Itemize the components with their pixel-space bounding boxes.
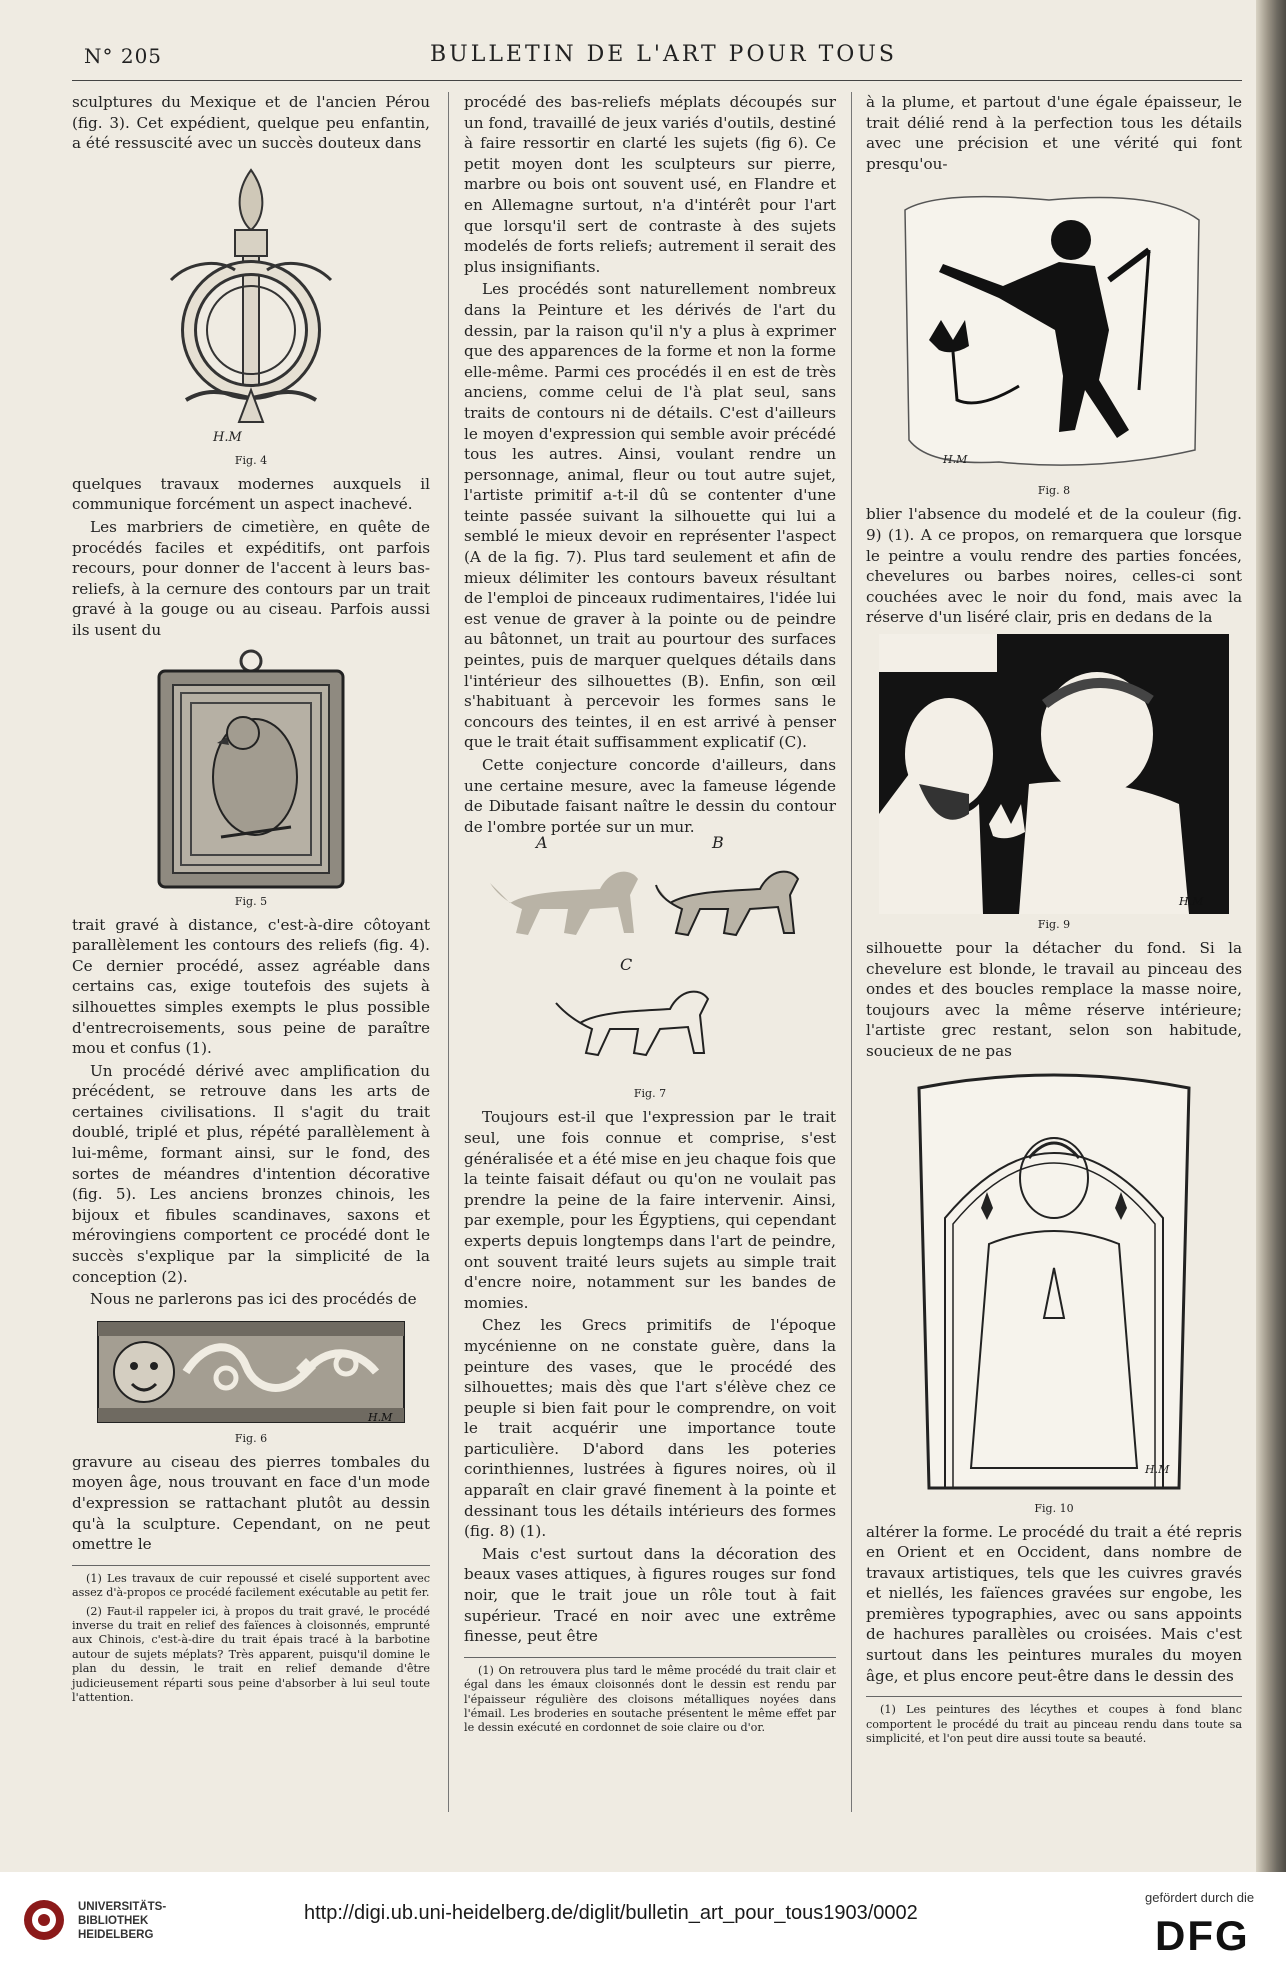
figure-9 xyxy=(879,634,1229,914)
paragraph: Nous ne parlerons pas ici des procédés de xyxy=(90,1290,417,1309)
paragraph: altérer la forme. Le procédé du trait a été repris en Orient et en Occident, dans nombre de travaux artistiques, tels que les cuivres gravés et niellés, les faïences gravées sur engobe, les premières typographies, avec ou sans appoints de hachures parallèles ou croisées. Mais c'est surtout dans les peintures murales du moyen âge, et plus encore peut-être dans le dessin des xyxy=(866,1522,1242,1685)
page-edge xyxy=(1256,0,1286,1872)
footnote: (2) Faut-il rappeler ici, à propos du trait gravé, le procédé inverse du trait en relief des faïences à cloisonnés, emprunté aux Chinois, c'est-à-dire du trait épais tracé à la barbotine autour de sujets méplats? Très apparent, puisqu'il domine le plan du dessin, le trait en relief demande d'être judicieusement réparti sous peine d'absorber à lui seul toute l'attention. xyxy=(72,1604,430,1705)
digitization-footer xyxy=(0,1872,1286,1970)
library-name-line: UNIVERSITÄTS- xyxy=(78,1901,167,1913)
figure-6 xyxy=(96,1316,406,1428)
three-felines-illustration xyxy=(480,843,820,1083)
figure-label-a: A xyxy=(536,833,548,853)
paragraph: trait gravé à distance, c'est-à-dire côtoyant parallèlement les contours des reliefs (fig. 4). Ce dernier procédé, assez agréable dans certains cas, exige toutefois des sujets à silhouettes simples exempts le plus possible d'entrecroisements, sous peine de paraître mou et confus (1). xyxy=(72,915,430,1058)
page-number: N° 205 xyxy=(84,44,163,68)
artist-monogram: H.M xyxy=(1145,1462,1170,1476)
library-name xyxy=(78,1900,166,1942)
university-seal-icon xyxy=(20,1898,68,1942)
dfg-logo: DFG xyxy=(1155,1912,1250,1959)
paragraph: sculptures du Mexique et de l'ancien Pérou (fig. 3). Cet expédient, quelque peu enfantin, a été ressuscité avec un succès douteux dans xyxy=(72,93,430,153)
figure-8 xyxy=(899,180,1209,480)
figure-4 xyxy=(151,160,351,450)
figure-caption: Fig. 10 xyxy=(1034,1501,1074,1515)
paragraph: Un procédé dérivé avec amplification du précédent, se retrouve dans les arts de certaines civilisations. Il s'agit du trait doublé, triplé et plus, répété parallèlement à lui-même, formant ainsi, sur le fond, des sortes de méandres d'intention décorative (fig. 5). Les anciens bronzes chinois, les bijoux et fibules scandinaves, saxons et mérovingiens comportent ce procédé dont le succès s'explique par la simplicité de la conception (2). xyxy=(72,1061,430,1286)
column-divider xyxy=(448,92,449,1812)
column-1 xyxy=(72,92,430,1709)
figure-caption: Fig. 9 xyxy=(1037,917,1071,931)
paragraph: Chez les Grecs primitifs de l'époque mycénienne on ne constate guère, dans la peinture des vases, que le procédé des silhouettes; mais dès que l'art s'élève chez ce peuple si bien fait pour le comprendre, on voit le trait acquérir une importance toute particulière. D'abord dans les poteries corinthiennes, lustrées à figures noires, où il apparaît en clair gravé finement à la pointe et dessinant tous les détails intérieurs des formes (fig. 8) (1). xyxy=(464,1316,836,1541)
figure-7 xyxy=(480,833,820,1083)
bird-plaque-illustration xyxy=(151,647,351,891)
carved-frieze-illustration xyxy=(96,1316,406,1428)
page-header xyxy=(0,40,1250,74)
artist-monogram: H.M xyxy=(943,453,968,467)
greek-heads-vase-illustration xyxy=(879,634,1229,914)
torch-wreath-illustration xyxy=(151,160,351,450)
figure-caption: Fig. 4 xyxy=(234,453,268,467)
paragraph: à la plume, et partout d'une égale épaisseur, le trait délié rend à la perfection tous les détails avec une précision et une vérité qui font presqu'ou- xyxy=(866,93,1242,173)
artist-monogram: H.M xyxy=(368,1410,393,1424)
figure-caption: Fig. 6 xyxy=(234,1431,268,1445)
paragraph: Cette conjecture concorde d'ailleurs, dans une certaine mesure, avec la fameuse légende de Dibutade faisant naître le dessin du contour de l'ombre portée sur un mur. xyxy=(464,756,836,836)
column-3 xyxy=(866,92,1242,1750)
figure-label-c: C xyxy=(620,955,633,975)
column-2 xyxy=(464,92,836,1740)
figure-caption: Fig. 7 xyxy=(633,1087,667,1101)
funding-note: gefördert durch die xyxy=(1145,1890,1255,1905)
footnotes xyxy=(72,1572,430,1706)
paragraph: gravure au ciseau des pierres tombales du moyen âge, nous trouvant en face d'un mode d'expression se rattachant plutôt au dessin qu'à la sculpture. Cependant, on ne peut omettre le xyxy=(72,1452,430,1554)
artist-monogram: H.M xyxy=(213,429,242,445)
library-name-line: BIBLIOTHEK xyxy=(78,1915,149,1927)
footnote-rule xyxy=(866,1696,1242,1697)
artist-monogram: H.M xyxy=(1179,894,1204,908)
figure-caption: Fig. 5 xyxy=(234,894,268,908)
figure-caption: Fig. 8 xyxy=(1037,484,1071,498)
journal-title: BULLETIN DE L'ART POUR TOUS xyxy=(430,42,897,67)
footnotes xyxy=(464,1664,836,1736)
paragraph: Toujours est-il que l'expression par le trait seul, une fois connue et comprise, s'est généralisée et a été mise en jeu chaque fois que la teinte faisait défaut ou qu'on ne voulait pas prendre la peine de la faire intervenir. Ainsi, par exemple, pour les Égyptiens, qui cependant experts depuis longtemps dans l'art de peindre, ont souvent traité leurs sujets au simple trait d'encre noire, notamment sur les bandes de momies. xyxy=(464,1108,836,1312)
figure-5 xyxy=(151,647,351,891)
paragraph: Les marbriers de cimetière, en quête de procédés faciles et expéditifs, ont parfois recours, pour donner de l'accent à leurs bas-reliefs, à la cernure des contours par un trait gravé à la gouge ou au ciseau. Parfois aussi ils usent du xyxy=(72,517,430,639)
paragraph: Mais c'est surtout dans la décoration des beaux vases attiques, à figures rouges sur fond noir, que le trait joue un rôle tout à fait supérieur. Tracé en noir avec une extrême finesse, peut être xyxy=(464,1544,836,1646)
library-name-line: HEIDELBERG xyxy=(78,1929,154,1941)
footnotes xyxy=(866,1703,1242,1746)
column-divider xyxy=(851,92,852,1812)
footnote: (1) Les peintures des lécythes et coupes à fond blanc comportent le procédé du trait au pinceau rendu dans toute sa simplicité, et l'on peut dire aussi toute sa beauté. xyxy=(866,1703,1242,1746)
footnote-rule xyxy=(72,1565,430,1566)
footnote: (1) On retrouvera plus tard le même procédé du trait clair et égal dans les émaux cloisonnés dont le dessin est rendu par l'épaisseur régulière des cloisons métalliques noyées dans l'émail. Les broderies en soutache présentent le même effet par le dessin exécuté en cordonnet de soie claire ou d'or. xyxy=(464,1663,836,1735)
footnote-rule xyxy=(464,1657,836,1658)
header-rule xyxy=(72,80,1242,81)
permalink-url[interactable]: http://digi.ub.uni-heidelberg.de/diglit/bulletin_art_pour_tous1903/0002 xyxy=(304,1902,918,1924)
paragraph: quelques travaux modernes auxquels il communique forcément un aspect inachevé. xyxy=(72,474,430,514)
figure-label-b: B xyxy=(712,833,724,853)
running-figure-vase-illustration xyxy=(899,180,1209,480)
figure-10 xyxy=(909,1068,1199,1498)
tomb-slab-praying-figure-illustration xyxy=(909,1068,1199,1498)
footnote: (1) Les travaux de cuir repoussé et ciselé supportent avec assez d'à-propos ce procédé facilement exécutable au petit fer. xyxy=(72,1571,430,1600)
paragraph: blier l'absence du modelé et de la couleur (fig. 9) (1). A ce propos, on remarquera que lorsque le peintre a voulu rendre des parties foncées, chevelures ou barbes noires, celles-ci sont couchées avec le noir du fond, mais avec la réserve d'un liséré clair, pris en dedans de la xyxy=(866,505,1242,627)
paragraph: Les procédés sont naturellement nombreux dans la Peinture et les dérivés de l'art du dessin, par la raison qu'il n'y a plus à exprimer que des apparences de la forme et non la forme elle-même. Parmi ces procédés il en est de très anciens, comme celui de l'à plat seul, sans traits de contours ni de détails. C'est d'ailleurs le moyen d'expression qui semble avoir précédé tous les autres. Ainsi, voulant rendre un personnage, animal, fleur ou tout autre sujet, l'artiste primitif a-t-il dû se contenter d'une teinte passée suivant la silhouette qui lui a semblé le mieux devoir en représenter l'aspect (A de la fig. 7). Plus tard seulement et afin de mieux délimiter les contours baveux résultant de l'emploi de pinceaux rudimentaires, l'idée lui est venue de graver à la pointe ou de peindre au bâtonnet, un trait au pourtour des surfaces peintes, puis de marquer quelques détails dans l'intérieur des silhouettes (B). Enfin, son œil s'habituant à percevoir les formes sans le concours des teintes, il en est arrivé à penser que le trait était suffisamment explicatif (C). xyxy=(464,280,836,752)
paragraph: procédé des bas-reliefs méplats découpés sur un fond, travaillé de jeux variés d'outils, destiné à faire ressortir en clarté les sujets (fig 6). Ce petit moyen dont les sculpteurs sur pierre, marbre ou bois ont souvent usé, en Flandre et en Allemagne surtout, n'a d'intérêt pour l'art que lorsqu'il sert de contraste à des sujets modelés de forts reliefs; autrement il serait des plus insignifiants. xyxy=(464,93,836,276)
paragraph: silhouette pour la détacher du fond. Si la chevelure est blonde, le travail au pinceau des ondes et des boucles remplace la masse noire, toujours avec la même réserve intérieure; l'artiste grec restant, selon son habitude, soucieux de ne pas xyxy=(866,938,1242,1060)
